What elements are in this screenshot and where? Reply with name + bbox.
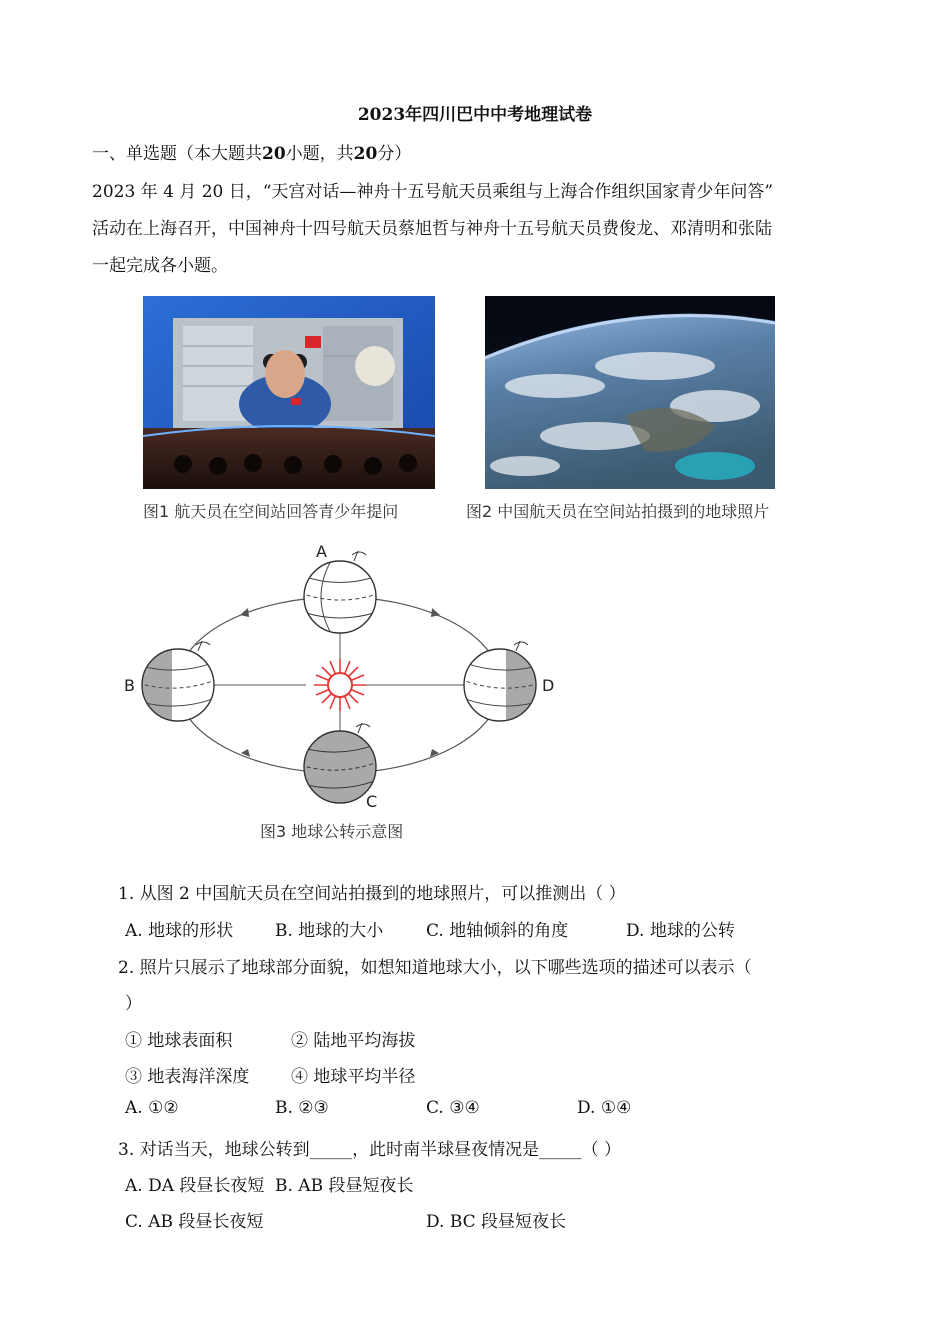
question-2-item-1: ① 地球表面积: [125, 1031, 233, 1051]
question-3-option-b[interactable]: B. AB 段昼短夜长: [275, 1176, 414, 1196]
question-1-option-d[interactable]: D. 地球的公转: [626, 921, 735, 941]
question-2-item-2: ② 陆地平均海拔: [291, 1031, 416, 1051]
sun-icon: [314, 659, 366, 711]
question-2-option-a[interactable]: A. ①②: [125, 1098, 179, 1118]
question-2-stem: 2. 照片只展示了地球部分面貌，如想知道地球大小，以下哪些选项的描述可以表示（: [118, 958, 752, 978]
exam-title: 2023年四川巴中中考地理试卷: [357, 105, 593, 125]
figure-2-earth-photo: [485, 296, 775, 489]
question-3-option-c[interactable]: C. AB 段昼长夜短: [125, 1212, 264, 1232]
question-1-option-a[interactable]: A. 地球的形状: [125, 921, 234, 941]
question-2-item-3: ③ 地表海洋深度: [125, 1067, 250, 1087]
label-c: C: [366, 792, 378, 811]
earth-position-b: [138, 641, 218, 721]
figure-2-caption: 图2 中国航天员在空间站拍摄到的地球照片: [466, 502, 770, 521]
question-2-option-d[interactable]: D. ①④: [577, 1098, 632, 1118]
question-2-stem-continued: ）: [125, 994, 142, 1014]
earth-position-a: [300, 551, 380, 635]
question-3-option-d[interactable]: D. BC 段昼短夜长: [426, 1212, 567, 1232]
label-a: A: [316, 542, 327, 561]
question-3-option-a[interactable]: A. DA 段昼长夜短: [125, 1176, 265, 1196]
section-header: 一、单选题（本大题共20小题，共20分）: [92, 144, 412, 164]
question-2-option-c[interactable]: C. ③④: [426, 1098, 480, 1118]
figure-3-revolution-diagram: [110, 535, 580, 815]
question-1-option-c[interactable]: C. 地轴倾斜的角度: [426, 921, 569, 941]
figure-3-caption: 图3 地球公转示意图: [260, 822, 404, 841]
question-2-option-b[interactable]: B. ②③: [275, 1098, 329, 1118]
label-b: B: [124, 676, 135, 695]
intro-line-1: 2023 年 4 月 20 日，“天宫对话—神舟十五号航天员乘组与上海合作组织国家青少年问答”: [92, 182, 774, 202]
earth-position-c: [300, 723, 380, 803]
question-1-option-b[interactable]: B. 地球的大小: [275, 921, 384, 941]
earth-position-d: [460, 641, 540, 721]
figure-1-astronaut-photo: [143, 296, 435, 489]
question-1-stem: 1. 从图 2 中国航天员在空间站拍摄到的地球照片，可以推测出（ ）: [118, 884, 626, 904]
label-d: D: [542, 676, 555, 695]
question-2-item-4: ④ 地球平均半径: [291, 1067, 416, 1087]
intro-line-3: 一起完成各小题。: [92, 256, 228, 276]
intro-line-2: 活动在上海召开，中国神舟十四号航天员蔡旭哲与神舟十五号航天员费俊龙、邓清明和张陆: [92, 219, 772, 239]
question-3-stem: 3. 对话当天，地球公转到_____，此时南半球昼夜情况是_____（ ）: [118, 1140, 622, 1160]
figure-1-caption: 图1 航天员在空间站回答青少年提问: [143, 502, 399, 521]
